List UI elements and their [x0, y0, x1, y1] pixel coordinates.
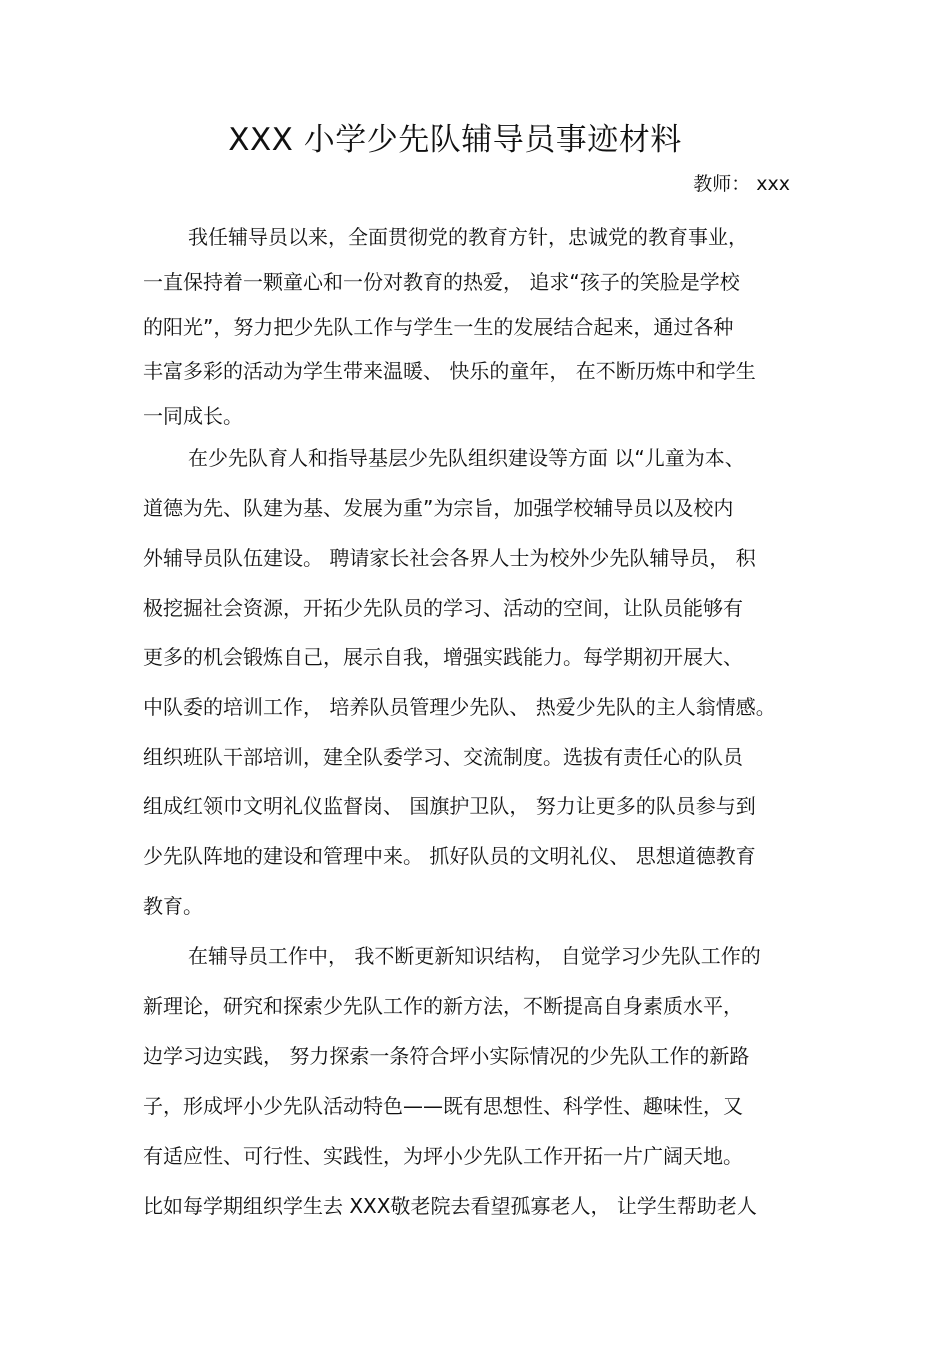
text-line: 道德为先、队建为基、发展为重”为宗旨，加强学校辅导员以及校内	[143, 496, 734, 520]
text-line: 在少先队育人和指导基层少先队组织建设等方面 以“儿童为本、	[188, 446, 745, 470]
text-line: 一直保持着一颗童心和一份对教育的热爱， 追求“孩子的笑脸是学校	[143, 270, 740, 294]
document-title: XXX 小学少先队辅导员事迹材料	[228, 122, 682, 158]
text-line: 外辅导员队伍建设。 聘请家长社会各界人士为校外少先队辅导员， 积	[143, 546, 756, 570]
author-line: 教师： xxx	[693, 173, 790, 195]
text-line: 边学习边实践， 努力探索一条符合坪小实际情况的少先队工作的新路	[143, 1044, 750, 1068]
text-line: 子，形成坪小少先队活动特色——既有思想性、科学性、趣味性，又	[143, 1094, 743, 1118]
text-line: 比如每学期组织学生去 XXX敬老院去看望孤寡老人， 让学生帮助老人	[143, 1194, 757, 1218]
text-line: 我任辅导员以来，全面贯彻党的教育方针，忠诚党的教育事业，	[188, 225, 748, 249]
text-line: 新理论，研究和探索少先队工作的新方法，不断提高自身素质水平，	[143, 994, 743, 1018]
text-line: 在辅导员工作中， 我不断更新知识结构， 自觉学习少先队工作的	[188, 944, 761, 968]
text-line: 丰富多彩的活动为学生带来温暖、 快乐的童年， 在不断历炼中和学生	[143, 359, 756, 383]
text-line: 少先队阵地的建设和管理中来。 抓好队员的文明礼仪、 思想道德教育	[143, 844, 756, 868]
text-line: 一同成长。	[143, 404, 243, 428]
text-line: 中队委的培训工作， 培养队员管理少先队、 热爱少先队的主人翁情感。	[143, 695, 776, 719]
text-line: 的阳光”，努力把少先队工作与学生一生的发展结合起来，通过各种	[143, 315, 734, 339]
text-line: 组成红领巾文明礼仪监督岗、 国旗护卫队， 努力让更多的队员参与到	[143, 794, 756, 818]
text-line: 极挖掘社会资源，开拓少先队员的学习、活动的空间，让队员能够有	[143, 596, 743, 620]
text-line: 教育。	[143, 894, 203, 918]
text-line: 有适应性、可行性、实践性，为坪小少先队工作开拓一片广阔天地。	[143, 1144, 743, 1168]
text-line: 组织班队干部培训，建全队委学习、交流制度。选拔有责任心的队员	[143, 745, 743, 769]
text-line: 更多的机会锻炼自己，展示自我，增强实践能力。每学期初开展大、	[143, 645, 743, 669]
